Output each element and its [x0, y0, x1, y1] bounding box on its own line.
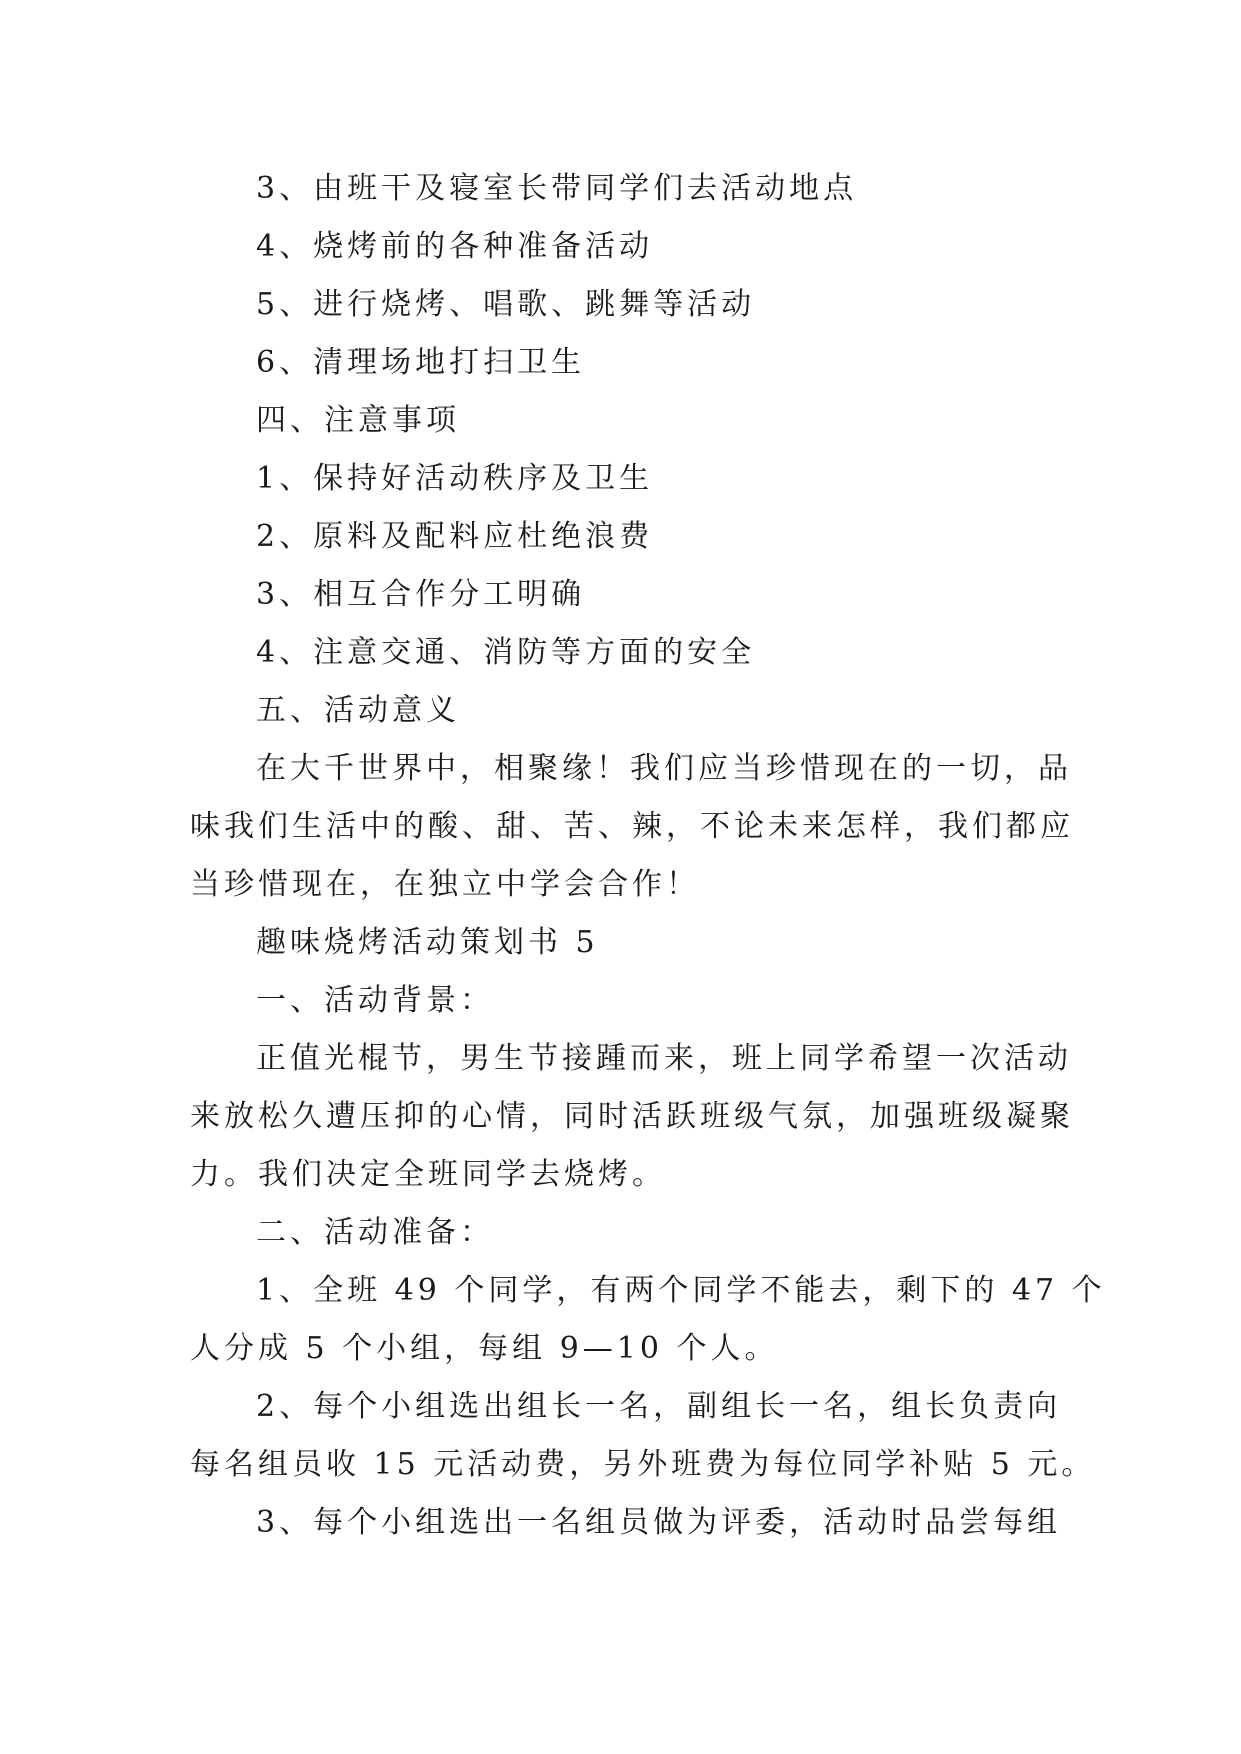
document-title-5: 趣味烧烤活动策划书 5 — [256, 925, 599, 960]
paragraph-line: 2、每个小组选出组长一名，副组长一名，组长负责向 — [256, 1389, 1062, 1424]
section-heading-background: 一、活动背景： — [256, 983, 494, 1018]
paragraph-meaning — [190, 740, 1074, 914]
paragraph-line: 1、全班 49 个同学，有两个同学不能去，剩下的 47 个 — [256, 1273, 1106, 1308]
paragraph-line: 味我们生活中的酸、甜、苦、辣，不论未来怎样，我们都应 — [190, 809, 1074, 844]
paragraph-line: 3、每个小组选出一名组员做为评委，活动时品尝每组 — [256, 1505, 1062, 1540]
list-item-step-6: 6、清理场地打扫卫生 — [256, 345, 586, 380]
list-item-note-3: 3、相互合作分工明确 — [256, 577, 586, 612]
paragraph-line: 人分成 5 个小组，每组 9—10 个人。 — [190, 1331, 779, 1366]
list-item-note-2: 2、原料及配料应杜绝浪费 — [256, 519, 654, 554]
section-heading-meaning: 五、活动意义 — [256, 693, 460, 728]
paragraph-prep-3 — [190, 1494, 1062, 1552]
document-body — [190, 160, 1106, 1552]
list-item-note-1: 1、保持好活动秩序及卫生 — [256, 461, 654, 496]
section-heading-preparation: 二、活动准备： — [256, 1215, 494, 1250]
list-item-note-4: 4、注意交通、消防等方面的安全 — [256, 635, 756, 670]
paragraph-line: 当珍惜现在，在独立中学会合作！ — [190, 867, 700, 902]
list-item-step-3: 3、由班干及寝室长带同学们去活动地点 — [256, 171, 858, 206]
paragraph-line: 在大千世界中，相聚缘！我们应当珍惜现在的一切，品 — [256, 751, 1072, 786]
paragraph-background — [190, 1030, 1074, 1204]
paragraph-line: 来放松久遭压抑的心情，同时活跃班级气氛，加强班级凝聚 — [190, 1099, 1074, 1134]
paragraph-line: 每名组员收 15 元活动费，另外班费为每位同学补贴 5 元。 — [190, 1447, 1096, 1482]
paragraph-line: 正值光棍节，男生节接踵而来，班上同学希望一次活动 — [256, 1041, 1072, 1076]
list-item-step-5: 5、进行烧烤、唱歌、跳舞等活动 — [256, 287, 756, 322]
section-heading-notes: 四、注意事项 — [256, 403, 460, 438]
paragraph-prep-1 — [190, 1262, 1106, 1378]
paragraph-prep-2 — [190, 1378, 1096, 1494]
paragraph-line: 力。我们决定全班同学去烧烤。 — [190, 1157, 666, 1192]
list-item-step-4: 4、烧烤前的各种准备活动 — [256, 229, 654, 264]
